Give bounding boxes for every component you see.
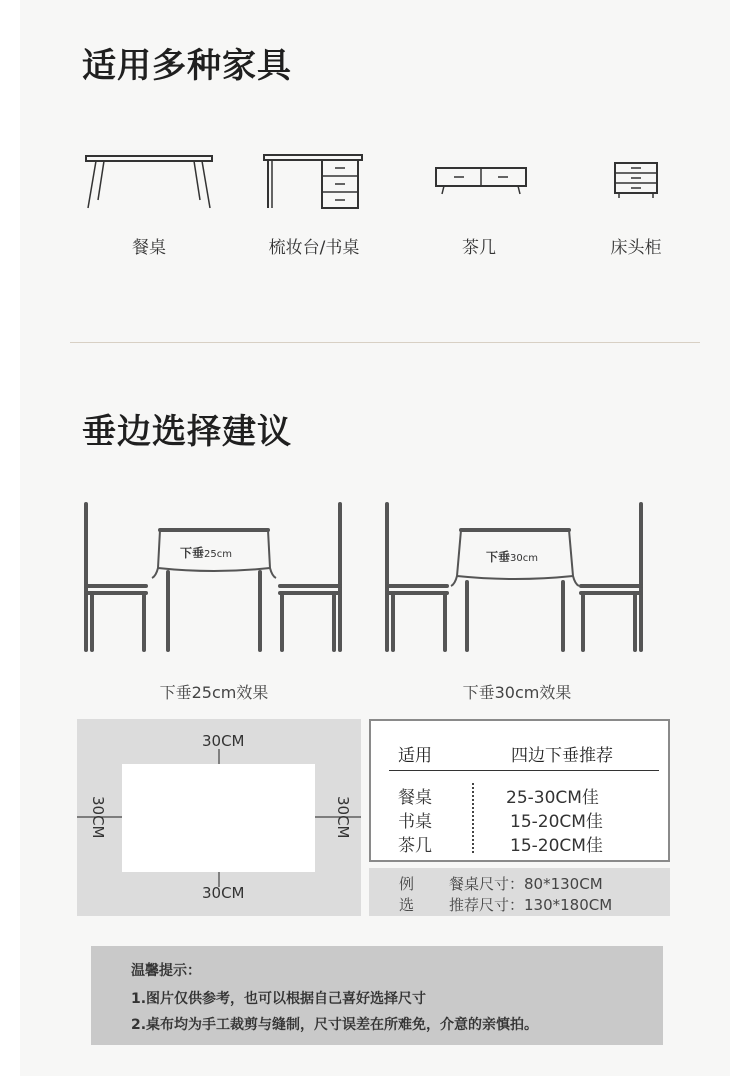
notice-title: 温馨提示： (131, 963, 201, 979)
table-header-line (389, 770, 659, 771)
example-label-2: 选 (399, 896, 415, 914)
notice-line-2: 2.桌布均为手工裁剪与缝制，尺寸误差在所难免，介意的亲慎拍。 (131, 1017, 539, 1033)
table-chairs-illustration-25cm (78, 498, 348, 656)
example-table-size: 餐桌尺寸：80*130CM (449, 875, 603, 893)
table-row-value: 15-20CM佳 (510, 836, 603, 856)
drop-value: 30cm (510, 553, 538, 564)
caption-30cm: 下垂30cm效果 (462, 683, 572, 702)
drop-label-30 (486, 548, 538, 565)
drop-label-text: 下垂 (180, 546, 205, 560)
table-row-item: 茶几 (398, 836, 432, 856)
recommendation-table (369, 719, 670, 862)
coffee-table-icon (432, 164, 530, 196)
table-chairs-illustration-30cm (379, 498, 649, 656)
furniture-label-desk: 梳妆台/书桌 (268, 238, 360, 258)
drop-label-text: 下垂 (486, 550, 511, 564)
section-title-furniture: 适用多种家具 (82, 46, 292, 86)
drop-value: 25cm (204, 549, 232, 560)
table-header-applicable: 适用 (398, 746, 432, 766)
drop-label-25 (180, 544, 232, 561)
section-divider (70, 342, 700, 343)
dining-table-icon (82, 150, 216, 212)
table-column-divider (472, 783, 474, 853)
table-row-item: 书桌 (398, 812, 432, 832)
section-title-drop-suggestion: 垂边选择建议 (82, 412, 292, 452)
furniture-label-nightstand: 床头柜 (610, 238, 662, 258)
notice-box (91, 946, 663, 1045)
furniture-label-dining-table: 餐桌 (132, 238, 166, 258)
table-row-item: 餐桌 (398, 788, 432, 808)
example-label-1: 例 (399, 875, 415, 893)
example-box (369, 868, 670, 916)
table-row-value: 25-30CM佳 (506, 788, 599, 808)
desk-icon (262, 150, 364, 212)
dimension-bottom: 30CM (202, 884, 245, 902)
dimension-left: 30CM (89, 796, 107, 839)
dimension-right: 30CM (334, 796, 352, 839)
table-row-value: 15-20CM佳 (510, 812, 603, 832)
caption-25cm: 下垂25cm效果 (159, 683, 269, 702)
example-recommended-size: 推荐尺寸：130*180CM (449, 896, 613, 914)
furniture-label-coffee-table: 茶几 (462, 238, 496, 258)
notice-line-1: 1.图片仅供参考，也可以根据自己喜好选择尺寸 (131, 991, 427, 1007)
table-header-recommend: 四边下垂推荐 (511, 746, 613, 766)
dimension-top: 30CM (202, 732, 245, 750)
nightstand-icon (611, 160, 661, 200)
